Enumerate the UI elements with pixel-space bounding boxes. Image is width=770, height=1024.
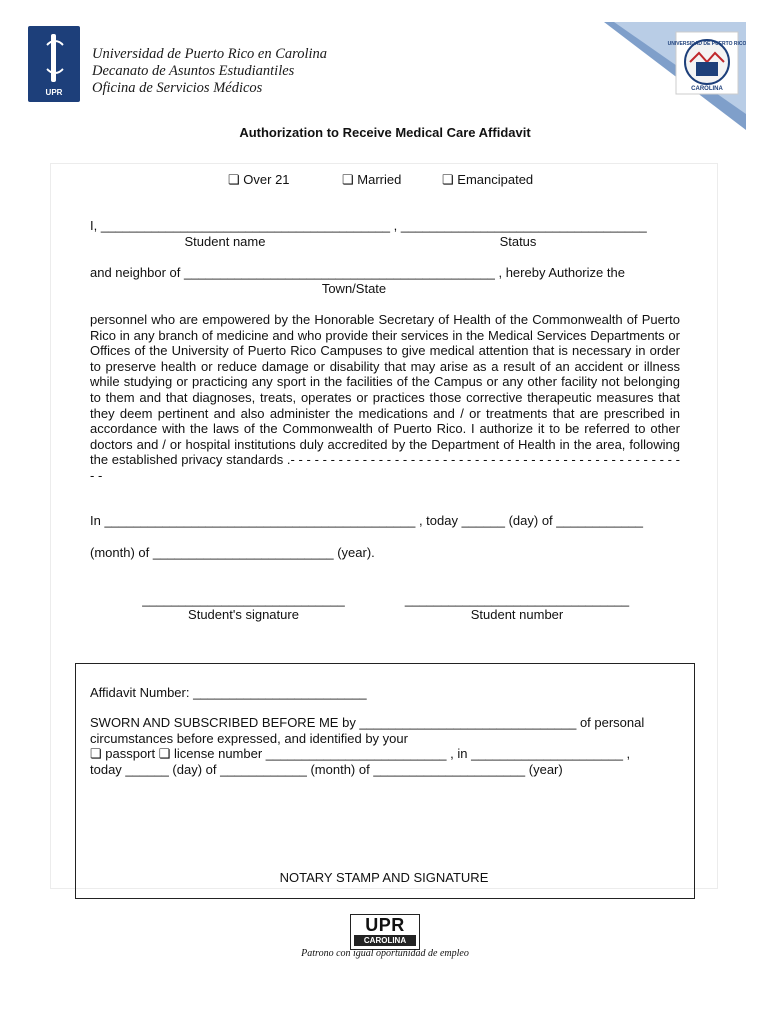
footer-logo-carolina: CAROLINA <box>354 935 416 946</box>
place-date-line[interactable]: In ___________________________________________ , today ______ (day) of ____________ <box>90 513 644 528</box>
seal-top-text: UNIVERSIDAD DE PUERTO RICO <box>667 41 746 47</box>
checkbox-icon: ❏ <box>342 172 354 187</box>
page-title: Authorization to Receive Medical Care Affidavit <box>239 125 531 140</box>
student-signature-line[interactable]: ____________________________ <box>142 592 345 607</box>
checkbox-label: Married <box>357 172 402 187</box>
caption-student-name: Student name <box>184 234 266 249</box>
seal-bottom-text: CAROLINA <box>691 86 723 92</box>
checkbox-emancipated[interactable] <box>442 172 533 188</box>
upr-carolina-footer-logo <box>350 914 420 950</box>
affidavit-number-line[interactable]: Affidavit Number: ________________________ <box>90 685 367 700</box>
notary-date-line[interactable]: today ______ (day) of ____________ (month) of _____________________ (year) <box>90 762 563 777</box>
student-number-line[interactable]: _______________________________ <box>404 592 630 607</box>
checkbox-label: Emancipated <box>457 172 534 187</box>
notary-stamp-label: NOTARY STAMP AND SIGNATURE <box>279 870 489 885</box>
institution-line: Decanato de Asuntos Estudiantiles <box>92 63 295 79</box>
town-state-line[interactable]: and neighbor of ___________________________________________ , hereby Authorize the <box>90 265 625 280</box>
footer-motto: Patrono con igual oportunidad de empleo <box>301 948 469 959</box>
institution-line: Oficina de Servicios Médicos <box>92 80 263 96</box>
logo-text: UPR <box>45 88 63 97</box>
sworn-line: circumstances before expressed, and identified by your <box>90 731 408 746</box>
checkbox-married[interactable] <box>342 172 401 188</box>
authorization-paragraph: personnel who are empowered by the Honorable Secretary of Health of the Commonwealth of Puerto Rico in any branch of medicine and who provide their services in the Medical Services Departments or Offices of the University of Puerto Rico Campuses to give medical attention that is necessary in order to preserve health or reduce damage or disability that may arise as a result of an accident or illness while studying or practicing any sport in the facilities of the Campus or any other facility not belonging to them and that diagnoses, treats, operates or practices those corrective therapeutic measures that they deem pertinent and also administer the medications and / or treatments that are prescribed in accordance with the laws of the Commonwealth of Puerto Rico. I authorize it to be referred to other doctors and / or hospital institutions duly accredited by the Department of Health in the area, following the established privacy standards .- - - - - - - - - - - - - - - - - - - - - - - - - - - - - - - - - - - - - - - - - - - - - - - - - - - <box>90 312 680 483</box>
caption-student-number: Student number <box>470 607 564 622</box>
sworn-line[interactable]: SWORN AND SUBSCRIBED BEFORE ME by ______________________________ of personal <box>90 715 645 730</box>
caption-student-signature: Student's signature <box>188 607 299 622</box>
identification-line[interactable]: ❏ passport ❏ license number _________________________ , in _____________________ , <box>90 746 631 761</box>
institution-line: Universidad de Puerto Rico en Carolina <box>92 46 328 62</box>
institution-header <box>92 46 327 97</box>
caption-town-state: Town/State <box>321 281 387 296</box>
checkbox-icon: ❏ <box>442 172 454 187</box>
checkbox-label: Over 21 <box>243 172 290 187</box>
student-name-status-line[interactable]: I, ________________________________________ , __________________________________ <box>90 218 647 233</box>
carolina-seal-corner <box>604 22 746 130</box>
checkbox-icon: ❏ <box>228 172 240 187</box>
upr-medical-logo <box>28 26 80 102</box>
footer-logo-upr: UPR <box>365 915 405 935</box>
checkbox-over-21[interactable] <box>228 172 290 188</box>
caption-status: Status <box>499 234 537 249</box>
month-year-line[interactable]: (month) of _________________________ (year). <box>90 545 375 560</box>
